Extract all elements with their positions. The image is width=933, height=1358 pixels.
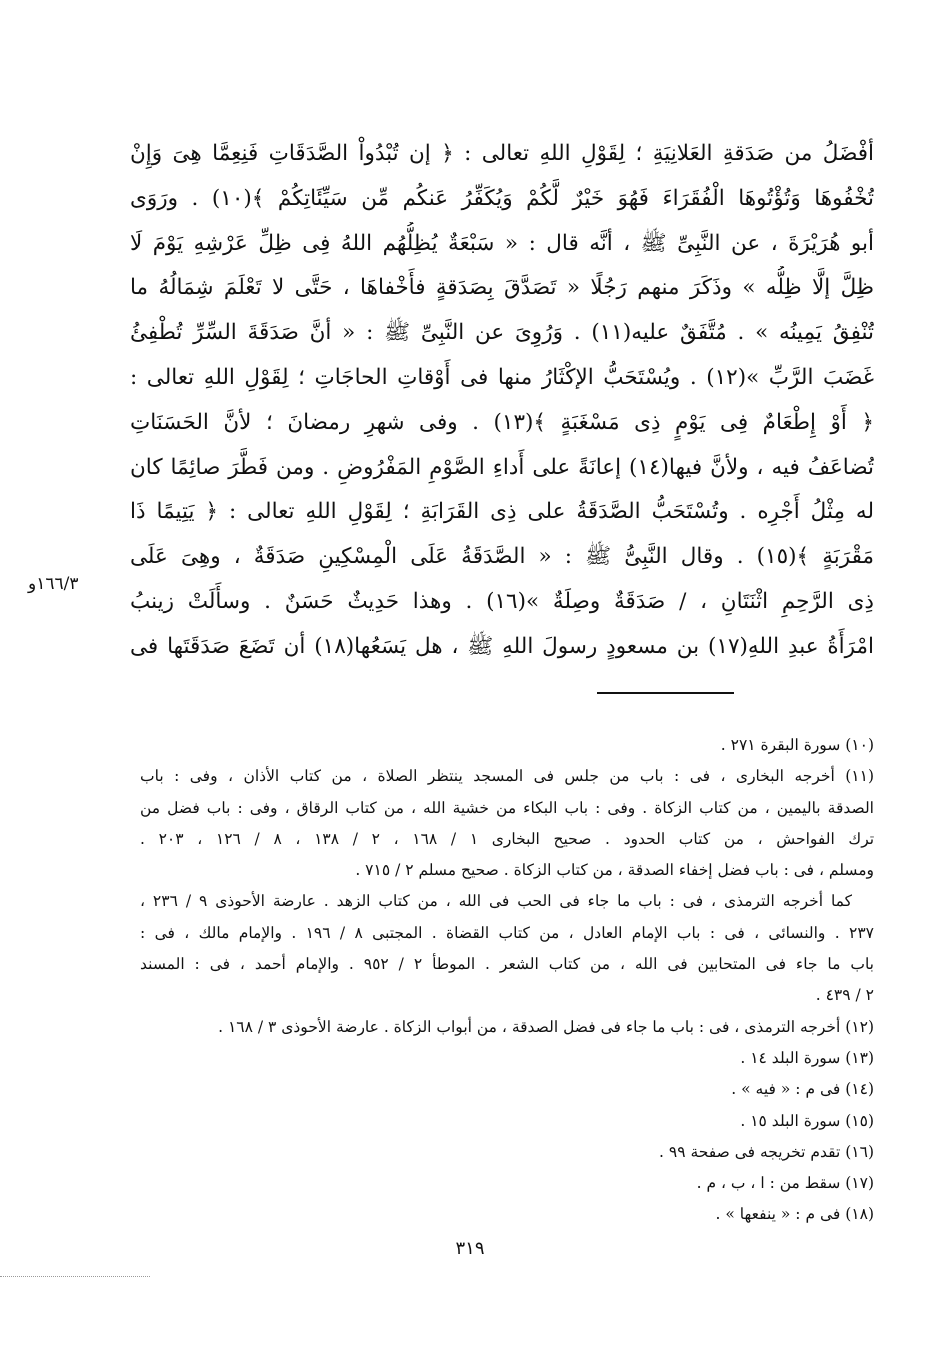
main-text-line: أفْضَلُ من صَدَقةِ العَلانِيَةِ ؛ لِقَوْلِ اللهِ تعالى : ﴿ إن تُبْدُواْ الصَّدَقَاتِ فَنِعِمَّا هِىَ وَإِنْ — [130, 141, 874, 166]
footnote-line: ٢٣٧ . والنسائى ، فى : باب الإمام العادل ، من كتاب القضاة . المجتبى ٨ / ١٩٦ . والإمام مالك ، فى : — [140, 923, 874, 942]
main-text-block — [130, 132, 874, 670]
main-text-line: ظِلَّ إلَّا ظِلُّه » وذَكَرَ منهم رَجُلًا « تَصَدَّقَ بِصَدَقةٍ فأَخْفاهَا ، حَتَّى لا تَعْلَمَ شِمَالُهُ ما — [130, 275, 874, 301]
main-text-line: تُنْفِقُ يَمِينُه » . مُتَّفَقٌ عليه(١١) . وَرُوِىَ عن النَّبِىِّ ﷺ : « أنَّ صَدَقَةَ السِّرِّ تُطْفِئُ — [130, 320, 874, 346]
main-text-line: تُخْفُوهَا وَتُؤْتُوهَا الْفُقَرَاءَ فَهُوَ خَيْرٌ لَّكُمْ وَيُكَفِّرُ عَنكُم مِّن سَيِّئَاتِكُمْ ﴾(١٠) . ورَوَى — [130, 185, 874, 211]
main-text-line: ﴿ أَوْ إِطْعَامٌ فِى يَوْمٍ ذِى مَسْغَبَةٍ ﴾(١٣) . وفى شهرِ رمضانَ ؛ لأنَّ الحَسَنَاتِ — [130, 409, 874, 435]
footnote-line: الصدقة باليمين ، من كتاب الزكاة . وفى : باب البكاء من خشية الله ، من كتاب الرقاق ، وفى : باب فضل من — [140, 798, 874, 817]
footnote-line: (١٣) سورة البلد ١٤ . — [740, 1048, 874, 1067]
footnote-line: (١٦) تقدم تخريجه فى صفحة ٩٩ . — [659, 1142, 874, 1161]
main-text-line: غَضَبَ الرَّبِّ »(١٢) . ويُسْتَحَبُّ الإكْثَارُ منها فى أَوْقاتِ الحاجَاتِ ؛ لِقَوْلِ اللهِ تعالى : — [130, 364, 874, 390]
footnote-line: كما أخرجه الترمذى ، فى : باب ما جاء فى الحب فى الله ، من كتاب الزهد . عارضة الأحوذى ٩ / ٢٣٦ ، — [140, 892, 853, 911]
footnotes-block — [140, 730, 874, 1231]
main-text-line: امْرَأَةُ عبدِ اللهِ(١٧) بن مسعودٍ رسولَ اللهِ ﷺ ، هل يَسَعُها(١٨) أن تَضَعَ صَدَقَتَها فى — [130, 633, 874, 659]
main-text-line: له مِثْلُ أَجْرِه . وتُسْتَحَبُّ الصَّدَقَةُ على ذِى القَرَابَةِ ؛ لِقَوْلِ اللهِ تعالى : ﴿ يَتِيمًا ذَا — [130, 499, 874, 525]
scan-edge-artifact — [0, 1276, 150, 1279]
manuscript-folio-marker: ١٦٦/٣و — [28, 574, 79, 594]
footnote-line: (١٠) سورة البقرة ٢٧١ . — [720, 736, 874, 754]
footnote-line: ومسلم ، فى : باب فضل إخفاء الصدقة ، من كتاب الزكاة . صحيح مسلم ٢ / ٧١٥ . — [355, 861, 874, 880]
footnote-line: ترك الفواحش ، من كتاب الحدود . صحيح البخارى ١ / ١٦٨ ، ٢ / ١٣٨ ، ٨ / ١٢٦ ، ٢٠٣ . — [140, 829, 874, 848]
footnote-line: (١٤) فى م : « فيه » . — [731, 1080, 874, 1099]
footnote-line: (١٨) فى م : « ينفعها » . — [715, 1205, 874, 1224]
footnote-line: (١٧) سقط من : ا ، ب ، م . — [696, 1174, 874, 1193]
main-text-line: تُضاعَفُ فيه ، ولأنَّ فيها(١٤) إعانَةً على أَداءِ الصَّوْمِ المَفْرُوضِ . ومن فَطَّرَ صائِمًا كان — [130, 454, 874, 480]
footnote-line: (١٢) أخرجه الترمذى ، فى : باب ما جاء فى فضل الصدقة ، من أبواب الزكاة . عارضة الأحوذى ٣ / ١٦٨ . — [218, 1017, 874, 1036]
footnote-separator — [597, 692, 734, 694]
footnote-line: باب ما جاء فى المتحابين فى الله ، من كتاب الشعر . الموطأ ٢ / ٩٥٢ . والإمام أحمد ، فى : المسند — [140, 955, 874, 974]
footnote-line: ٢ / ٤٣٩ . — [815, 986, 874, 1005]
footnote-line: (١١) أخرجه البخارى ، فى : باب من جلس فى المسجد ينتظر الصلاة ، من كتاب الأذان ، وفى : باب — [140, 767, 874, 786]
page-number: ٣١٩ — [455, 1238, 485, 1259]
main-text-line: ذِى الرَّحِمِ اثْنَتَانِ ، / صَدَقَةٌ وصِلَةٌ »(١٦) . وهذا حَدِيثٌ حَسَنٌ . وسأَلَتْ زينبُ — [130, 588, 874, 614]
main-text-line: مَقْرَبَةٍ ﴾(١٥) . وقال النَّبِىُّ ﷺ : « الصَّدَقَةُ عَلَى الْمِسْكِينِ صَدَقَةٌ ، وهِىَ عَلَى — [130, 544, 874, 570]
footnote-line: (١٥) سورة البلد ١٥ . — [740, 1111, 874, 1130]
main-text-line: أبو هُرَيْرَةَ ، عن النَّبِىِّ ﷺ ، أنَّه قال : « سَبْعَةٌ يُظِلُّهُم اللهُ فِى ظِلِّ عَرْشِهِ يَوْمَ لَا — [130, 230, 874, 256]
